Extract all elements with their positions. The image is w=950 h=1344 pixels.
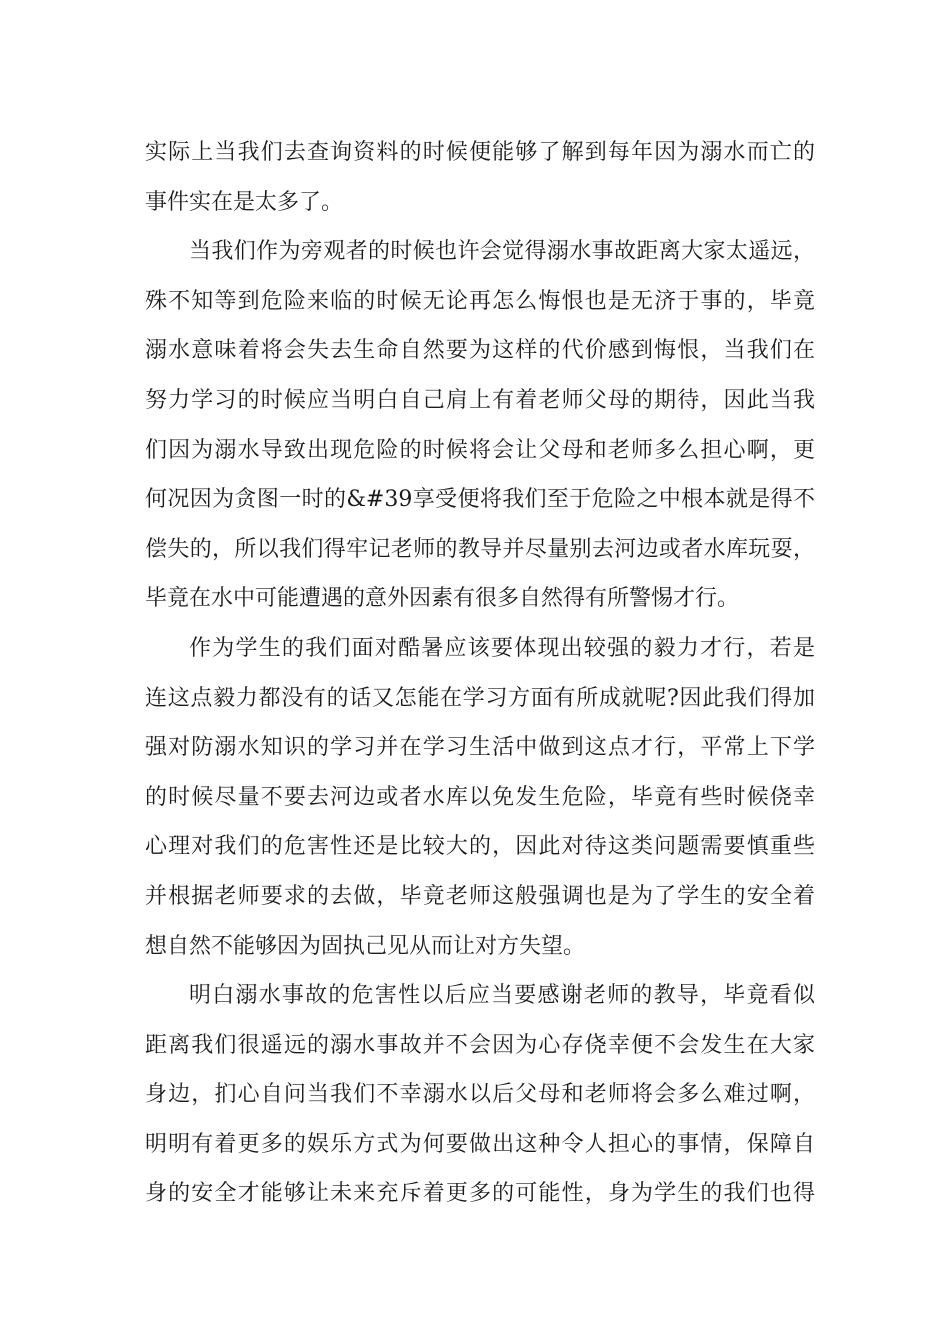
paragraph-first-line: 作为学生的我们面对酷暑应该要体现出较强的毅力才行，若是 — [189, 635, 815, 661]
text-line: 偿失的，所以我们得牢记老师的教导并尽量别去河边或者水库玩耍， — [145, 536, 815, 562]
text-line: 何况因为贪图一时的&#39享受便将我们至于危险之中根本就是得不 — [145, 487, 815, 513]
text-line: 实际上当我们去查询资料的时候便能够了解到每年因为溺水而亡的 — [145, 140, 815, 165]
text-line: 明明有着更多的娱乐方式为何要做出这种令人担心的事情，保障自 — [145, 1131, 815, 1157]
text-line: 事件实在是太多了。 — [145, 189, 344, 215]
text-line: 强对防溺水知识的学习并在学习生活中做到这点才行，平常上下学 — [145, 735, 815, 761]
text-line: 们因为溺水导致出现危险的时候将会让父母和老师多么担心啊，更 — [145, 437, 815, 463]
text-line: 溺水意味着将会失去生命自然要为这样的代价感到悔恨，当我们在 — [145, 338, 815, 364]
text-line: 身边，扪心自问当我们不幸溺水以后父母和老师将会多么难过啊， — [145, 1082, 815, 1108]
text-line: 心理对我们的危害性还是比较大的，因此对待这类问题需要慎重些 — [145, 834, 815, 860]
text-line: 连这点毅力都没有的话又怎能在学习方面有所成就呢?因此我们得加 — [145, 685, 815, 711]
paragraph-first-line: 当我们作为旁观者的时候也许会觉得溺水事故距离大家太遥远， — [189, 239, 815, 265]
document-body — [145, 128, 815, 1219]
text-line: 毕竟在水中可能遭遇的意外因素有很多自然得有所警惕才行。 — [145, 586, 740, 612]
text-line: 并根据老师要求的去做，毕竟老师这般强调也是为了学生的安全着 — [145, 883, 815, 909]
text-line: 殊不知等到危险来临的时候无论再怎么悔恨也是无济于事的，毕竟 — [145, 288, 815, 314]
text-line: 身的安全才能够让未来充斥着更多的可能性，身为学生的我们也得 — [145, 1181, 815, 1207]
text-line: 努力学习的时候应当明白自己肩上有着老师父母的期待，因此当我 — [145, 387, 815, 413]
paragraph-first-line: 明白溺水事故的危害性以后应当要感谢老师的教导，毕竟看似 — [189, 983, 815, 1009]
text-line: 距离我们很遥远的溺水事故并不会因为心存侥幸便不会发生在大家 — [145, 1032, 815, 1058]
text-line: 的时候尽量不要去河边或者水库以免发生危险，毕竟有些时候侥幸 — [145, 784, 815, 810]
text-line: 想自然不能够因为固执己见从而让对方失望。 — [145, 933, 586, 959]
